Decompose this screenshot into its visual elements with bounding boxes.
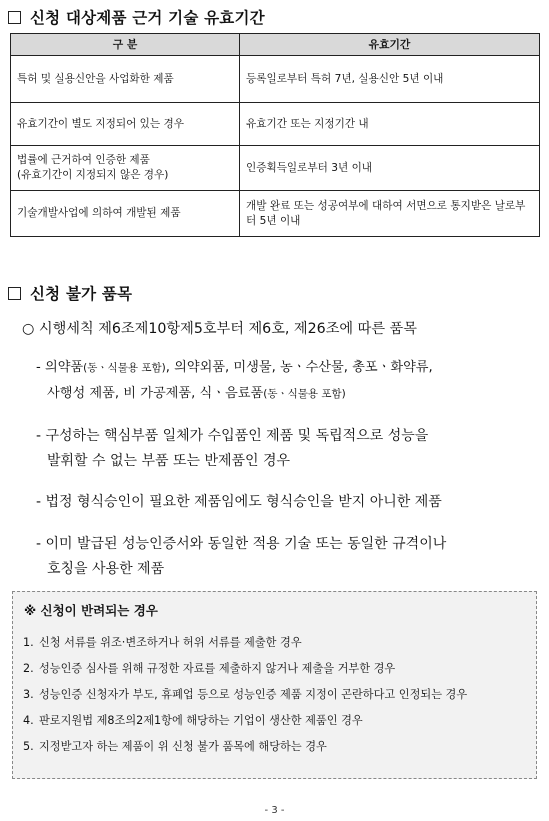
table-row xyxy=(11,103,540,146)
table-cell-period: 인증획득일로부터 3년 이내 xyxy=(240,146,540,191)
excluded-item-1 xyxy=(36,355,541,407)
section-title-text: 신청 불가 품목 xyxy=(30,285,133,303)
excluded-item-2 xyxy=(36,424,541,474)
excluded-item-2-line1: - 구성하는 핵심부품 일체가 수입품인 제품 및 독립적으로 성능을 xyxy=(36,428,429,444)
list-item-text: 신청 서류를 위조·변조하거나 허위 서류를 제출한 경우 xyxy=(39,636,302,649)
callout-title: ※ 신청이 반려되는 경우 xyxy=(24,603,158,618)
rejection-list xyxy=(23,634,531,764)
valid-period-table xyxy=(10,33,540,237)
list-item-number: 3. xyxy=(23,688,34,701)
list-item-text: 성능인증 신청자가 부도, 휴폐업 등으로 성능인증 제품 지정이 곤란하다고 인정되는 경우 xyxy=(39,688,468,701)
table-cell-period: 유효기간 또는 지정기간 내 xyxy=(240,103,540,146)
excluded-item-4 xyxy=(36,532,541,582)
list-item-text: 지정받고자 하는 제품이 위 신청 불가 품목에 해당하는 경우 xyxy=(39,740,327,753)
excluded-item-4-line1: - 이미 발급된 성능인증서와 동일한 적용 기술 또는 동일한 규격이나 xyxy=(36,536,447,552)
list-item xyxy=(23,686,531,704)
rejection-callout-box xyxy=(12,591,537,779)
excluded-item-3 xyxy=(36,490,541,515)
table-cell-category: 기술개발사업에 의하여 개발된 제품 xyxy=(11,191,240,237)
excluded-item-1-line1: - 의약품(동ㆍ식물용 포함), 의약외품, 미생물, 농ㆍ수산물, 총포ㆍ화약류, xyxy=(36,360,433,375)
list-item-number: 5. xyxy=(23,740,34,753)
list-item-text: 성능인증 심사를 위해 규정한 자료를 제출하지 않거나 제출을 거부한 경우 xyxy=(39,662,396,675)
table-cell-period: 등록일로부터 특허 7년, 실용신안 5년 이내 xyxy=(240,56,540,103)
checkbox-square-icon xyxy=(8,11,21,24)
list-item xyxy=(23,712,531,730)
table-cell-category: 특허 및 실용신안을 사업화한 제품 xyxy=(11,56,240,103)
excluded-item-4-line2: 호칭을 사용한 제품 xyxy=(47,561,165,577)
section-title-excluded-items xyxy=(8,282,132,304)
list-item-number: 1. xyxy=(23,636,34,649)
excluded-intro: ○ 시행세칙 제6조제10항제5호부터 제6호, 제26조에 따른 품목 xyxy=(22,321,417,337)
table-header-valid-period: 유효기간 xyxy=(240,34,540,56)
excluded-item-2-line2: 발휘할 수 없는 부품 또는 반제품인 경우 xyxy=(47,453,291,469)
table-row xyxy=(11,146,540,191)
table-cell-category: 법률에 근거하여 인증한 제품 (유효기간이 지정되지 않은 경우) xyxy=(11,146,240,191)
list-item xyxy=(23,660,531,678)
list-item-number: 2. xyxy=(23,662,34,675)
table-row xyxy=(11,56,540,103)
table-row xyxy=(11,191,540,237)
table-header-category: 구 분 xyxy=(11,34,240,56)
list-item-text: 판로지원법 제8조의2제1항에 해당하는 기업이 생산한 제품인 경우 xyxy=(39,714,363,727)
list-item xyxy=(23,634,531,652)
list-item xyxy=(23,738,531,756)
section-title-valid-period xyxy=(8,6,265,28)
table-cell-period: 개발 완료 또는 성공여부에 대하여 서면으로 통지받은 날로부터 5년 이내 xyxy=(240,191,540,237)
section-title-text: 신청 대상제품 근거 기술 유효기간 xyxy=(30,9,265,27)
list-item-number: 4. xyxy=(23,714,34,727)
excluded-item-3-line1: - 법정 형식승인이 필요한 제품임에도 형식승인을 받지 아니한 제품 xyxy=(36,494,442,510)
checkbox-square-icon xyxy=(8,287,21,300)
table-header-row xyxy=(11,34,540,56)
excluded-item-1-line2: 사행성 제품, 비 가공제품, 식ㆍ음료품(동ㆍ식물용 포함) xyxy=(47,386,346,401)
page-number: - 3 - xyxy=(264,805,285,816)
table-cell-category: 유효기간이 별도 지정되어 있는 경우 xyxy=(11,103,240,146)
